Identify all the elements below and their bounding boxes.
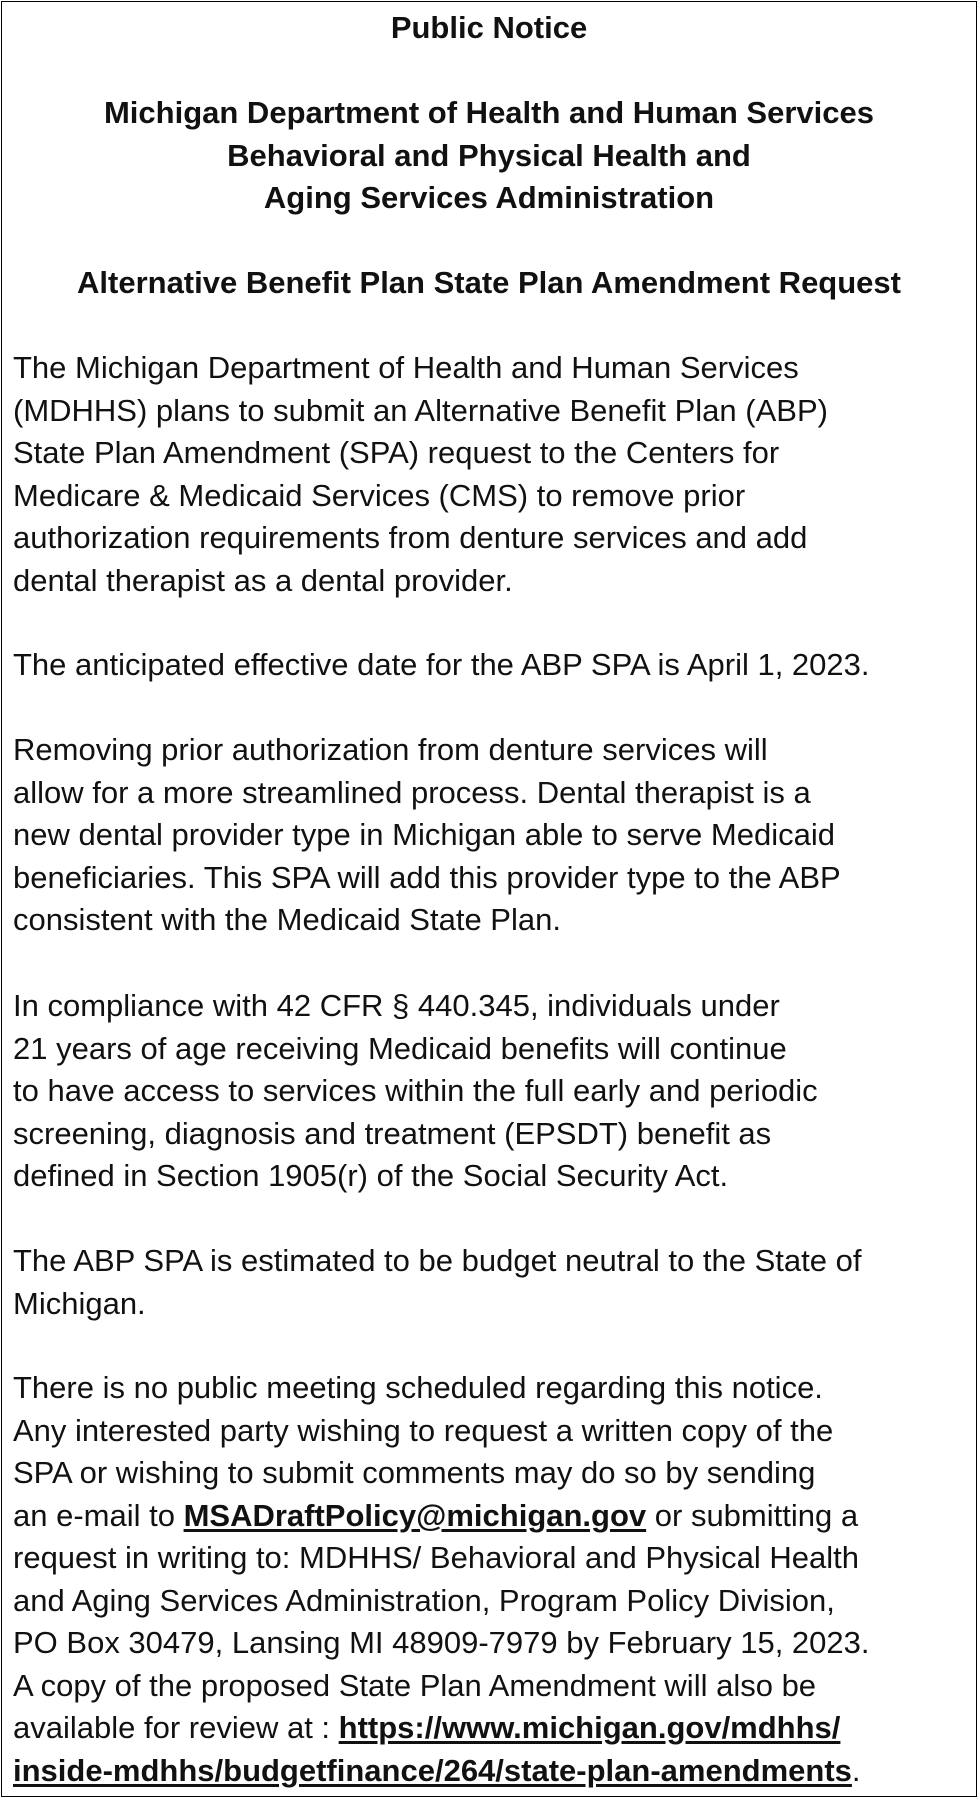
paragraph-comments [13, 1367, 970, 1792]
text-line: new dental provider type in Michigan able to serve Medicaid [13, 817, 835, 852]
text-segment: available for review at : [13, 1710, 339, 1745]
text-line: dental therapist as a dental provider. [13, 562, 513, 598]
agency-line: Aging Services Administration [263, 180, 715, 215]
text-line: SPA or wishing to submit comments may do so by sending [13, 1455, 816, 1490]
text-line: (MDHHS) plans to submit an Alternative Benefit Plan (ABP) [13, 392, 828, 428]
text-line: consistent with the Medicaid State Plan. [13, 902, 561, 937]
text-line: The anticipated effective date for the ABP SPA is April 1, 2023. [13, 647, 870, 682]
text-line: and Aging Services Administration, Program Policy Division, [13, 1582, 835, 1618]
text-segment: or submitting a [646, 1497, 859, 1533]
text-line: to have access to services within the full early and periodic [13, 1073, 818, 1108]
text-segment: an e-mail to [13, 1497, 184, 1533]
text-line: allow for a more streamlined process. Dental therapist is a [13, 774, 811, 810]
agency-line: Michigan Department of Health and Human Services [103, 95, 874, 130]
text-line: There is no public meeting scheduled regarding this notice. [13, 1370, 823, 1405]
text-line: defined in Section 1905(r) of the Social Security Act. [13, 1158, 729, 1193]
agency-name [2, 92, 976, 220]
text-line: State Plan Amendment (SPA) request to the Centers for [13, 435, 780, 470]
text-line: In compliance with 42 CFR § 440.345, individuals under [13, 988, 780, 1023]
text-line: The ABP SPA is estimated to be budget neutral to the State of [13, 1243, 862, 1278]
notice-title: Public Notice [390, 10, 588, 45]
paragraph-submission [13, 347, 970, 602]
text-line: PO Box 30479, Lansing MI 48909-7979 by February 15, 2023. [13, 1625, 870, 1660]
agency-line: Behavioral and Physical Health and [227, 137, 751, 173]
paragraph-rationale [13, 729, 970, 942]
paragraph-effective-date [13, 644, 970, 687]
text-line [13, 1750, 970, 1793]
paragraph-compliance [13, 985, 970, 1198]
spa-url-link-continued[interactable]: inside-mdhhs/budgetfinance/264/state-plan-amendments [13, 1752, 852, 1788]
paragraph-budget [13, 1240, 970, 1325]
text-line: A copy of the proposed State Plan Amendment will also be [13, 1667, 817, 1703]
email-link[interactable]: MSADraftPolicy@michigan.gov [183, 1497, 647, 1533]
text-line [13, 1707, 970, 1750]
text-line: Removing prior authorization from denture services will [13, 732, 768, 767]
text-line: Medicare & Medicaid Services (CMS) to remove prior [13, 477, 746, 513]
text-segment: . [851, 1752, 861, 1788]
notice-subject: Alternative Benefit Plan State Plan Amendment Request [77, 265, 901, 300]
text-line [13, 1495, 970, 1538]
text-line: Any interested party wishing to request a written copy of the [13, 1412, 834, 1448]
text-line: authorization requirements from denture services and add [13, 520, 808, 555]
text-line: Michigan. [13, 1285, 146, 1321]
public-notice [1, 1, 977, 1797]
spa-url-link[interactable]: https://www.michigan.gov/mdhhs/ [338, 1710, 841, 1745]
text-line: request in writing to: MDHHS/ Behavioral and Physical Health [13, 1540, 859, 1575]
text-line: beneficiaries. This SPA will add this provider type to the ABP [13, 859, 841, 895]
text-line: 21 years of age receiving Medicaid benefits will continue [13, 1030, 787, 1066]
text-line: screening, diagnosis and treatment (EPSDT) benefit as [13, 1115, 772, 1151]
text-line: The Michigan Department of Health and Human Services [13, 350, 799, 385]
